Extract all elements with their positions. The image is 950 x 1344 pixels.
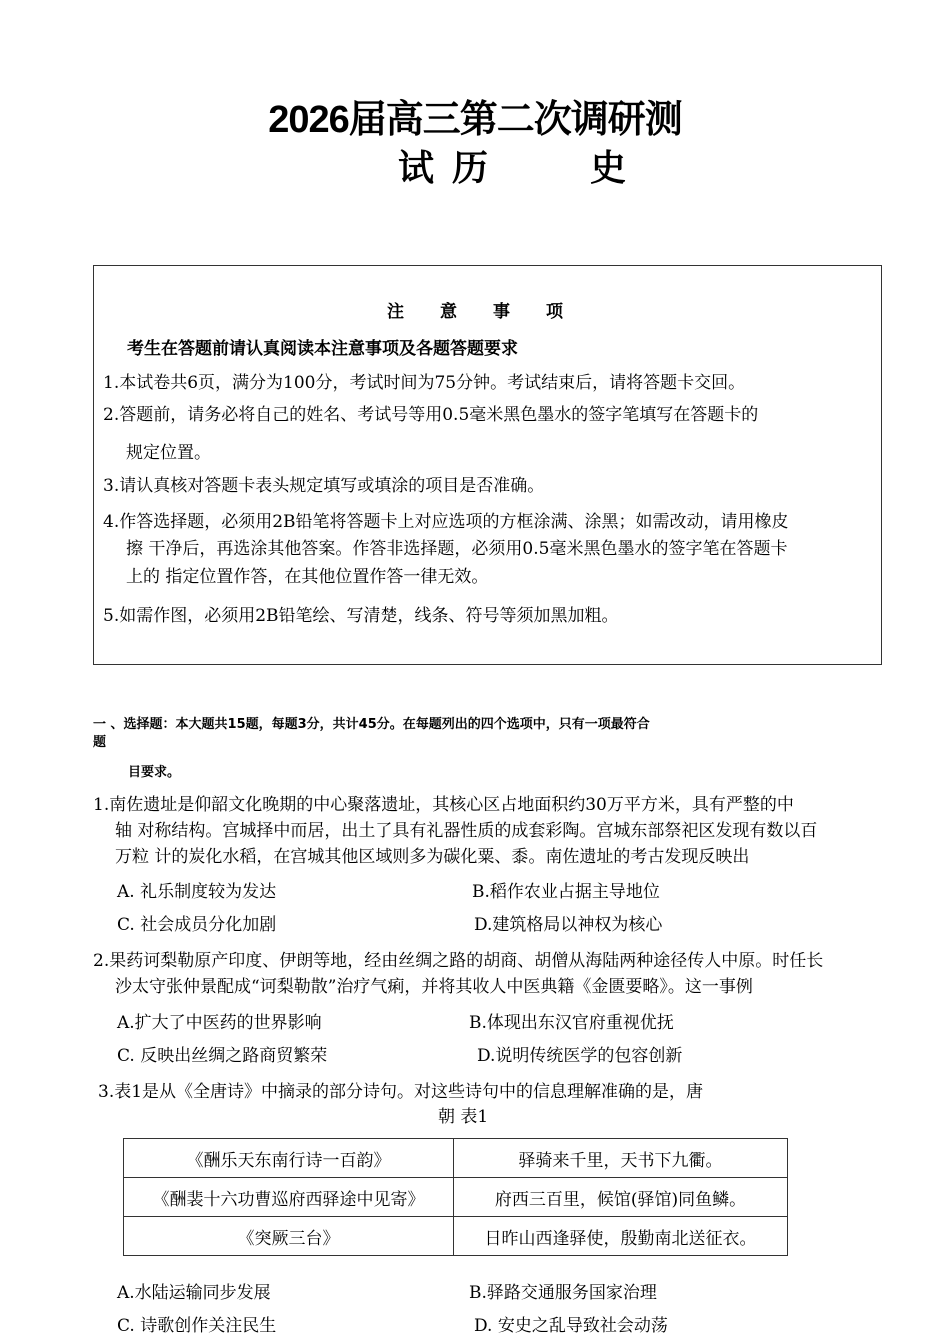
question-1-line: 万粒 计的炭化水稻，在宫城其他区域则多为碳化粟、黍。南佐遗址的考古发现反映出 [115, 847, 750, 867]
subject-char-3: 史 [590, 148, 627, 189]
subject-char-1: 试 [398, 148, 435, 189]
section-heading: 一 、选择题：本大题共15题，每题3分，共计45分。在每题列出的四个选项中，只有一项最符合 [93, 717, 650, 732]
question-1-option-d[interactable]: D.建筑格局以神权为核心 [474, 915, 663, 935]
exam-title: 2026届高三第二次调研测 [268, 99, 682, 141]
table-cell: 《酬裴十六功曹巡府西驿途中见寄》 [124, 1178, 454, 1217]
question-2-line: 2.果药诃梨勒原产印度、伊朗等地，经由丝绸之路的胡商、胡僧从海陆两种途径传人中原。时任长 [93, 951, 824, 971]
question-1-option-b[interactable]: B.稻作农业占据主导地位 [472, 882, 660, 902]
question-1-line: 1.南佐遗址是仰韶文化晚期的中心聚落遗址，其核心区占地面积约30万平方米，具有严整的中 [93, 795, 794, 815]
notice-item: 上的 指定位置作答，在其他位置作答一律无效。 [126, 567, 489, 587]
question-1-line: 轴 对称结构。宫城择中而居，出土了具有礼器性质的成套彩陶。宫城东部祭祀区发现有数以百 [115, 821, 818, 841]
question-2-line: 沙太守张仲景配成“诃梨勒散”治疗气痢，并将其收人中医典籍《金匮要略》。这一事例 [115, 977, 753, 997]
notice-item: 1.本试卷共6页，满分为100分，考试时间为75分钟。考试结束后，请将答题卡交回。 [103, 373, 746, 393]
question-2-option-b[interactable]: B.体现出东汉官府重视优抚 [469, 1013, 674, 1033]
table-row [124, 1178, 788, 1217]
notice-item: 5.如需作图，必须用2B铅笔绘、写清楚，线条、符号等须加黑加粗。 [103, 606, 619, 626]
question-3-option-c[interactable]: C. 诗歌创作关注民生 [117, 1316, 277, 1336]
subject-char-2: 历 [452, 148, 489, 189]
question-3-option-b[interactable]: B.驿路交通服务国家治理 [469, 1283, 657, 1303]
table-cell: 《突厥三台》 [124, 1217, 454, 1256]
notice-item: 擦 干净后，再选涂其他答案。作答非选择题，必须用0.5毫米黑色墨水的签字笔在答题卡 [126, 539, 788, 559]
notice-item: 4.作答选择题，必须用2B铅笔将答题卡上对应选项的方框涂满、涂黑；如需改动，请用橡皮 [103, 512, 789, 532]
question-1-option-c[interactable]: C. 社会成员分化加剧 [117, 915, 277, 935]
table-cell: 《酬乐天东南行诗一百韵》 [124, 1139, 454, 1178]
section-heading-wrap: 题 [93, 735, 107, 750]
poem-table [123, 1138, 788, 1256]
table-cell: 日昨山西逢驿使，殷勤南北送征衣。 [454, 1217, 788, 1256]
question-2-option-d[interactable]: D.说明传统医学的包容创新 [477, 1046, 683, 1066]
question-3-option-d[interactable]: D. 安史之乱导致社会动荡 [474, 1316, 668, 1336]
notice-title: 注 意 事 项 [387, 302, 563, 322]
question-3-line: 3.表1是从《全唐诗》中摘录的部分诗句。对这些诗句中的信息理解准确的是，唐 [98, 1082, 704, 1102]
section-heading-cont: 目要求。 [128, 765, 181, 780]
table-row [124, 1139, 788, 1178]
notice-item: 2.答题前，请务必将自己的姓名、考试号等用0.5毫米黑色墨水的签字笔填写在答题卡的 [103, 405, 759, 425]
notice-item: 规定位置。 [126, 443, 211, 463]
notice-item: 3.请认真核对答题卡表头规定填写或填涂的项目是否准确。 [103, 476, 545, 496]
table-caption: 朝 表1 [438, 1107, 489, 1127]
table-cell: 府西三百里，候馆(驿馆)同鱼鳞。 [454, 1178, 788, 1217]
table-row [124, 1217, 788, 1256]
question-1-option-a[interactable]: A. 礼乐制度较为发达 [117, 882, 277, 902]
table-cell: 驿骑来千里，天书下九衢。 [454, 1139, 788, 1178]
question-2-option-a[interactable]: A.扩大了中医药的世界影响 [117, 1013, 322, 1033]
question-3-option-a[interactable]: A.水陆运输同步发展 [117, 1283, 271, 1303]
question-2-option-c[interactable]: C. 反映出丝绸之路商贸繁荣 [117, 1046, 328, 1066]
notice-subtitle: 考生在答题前请认真阅读本注意事项及各题答题要求 [127, 339, 518, 359]
